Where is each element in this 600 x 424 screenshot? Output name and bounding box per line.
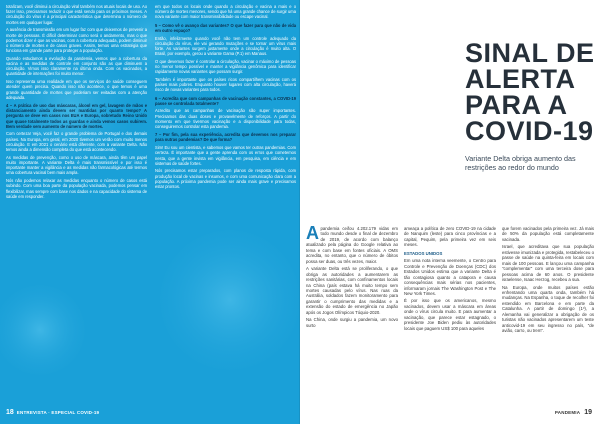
page-number: 18 <box>6 409 14 416</box>
paragraph: Quando estudamos a evolução da pandemia, vemos que a cobertura da vacina e as medidas de controle em conjunto são as que diminuem a circulação. Vimos isso claramente na última onda. Com os vacinados, a quantidade de internações foi muito menor. <box>6 55 147 77</box>
paragraph-text: pandemia ceifou 4.202.179 vidas em todo mundo desde o final de dezembro de 2019, de acordo com balanço atualizado pela página do Google relativa ao tema e com base em fontes oficiais. A OMS acredita, no entanto, que o número de óbitos possa ser duas, ou três vezes, maior. <box>306 226 398 264</box>
paragraph: Em uma nota interna veemente, o Centro para Controle e Prevenção de Doenças (CDC) dos Estados Unidos estima que a variante Delta é tão contagiosa quanto a catapora e causa consequências mais sérias nos pacientes, informaram jornais The Washington Post e The New York Times. <box>404 258 496 296</box>
paragraph: Israel, que acreditava que sua população estivesse imunizada e protegida, restabeleceu o passe de saúde na quinta-feira em locais com mais de 100 pessoas. E lançou uma campanha "complementar" com uma terceira dose para pessoas acima de 60 anos. O presidente israelense, Isaac Herzog, recebeu a sua. <box>502 244 594 283</box>
paragraph: Também é importante que os países ricos compartilhem vacinas com os países mais pobres. Enquanto houver lugares com alta circulação, haverá risco de novas variantes para todos. <box>155 76 296 93</box>
paragraph: Nós não podemos relaxar as medidas enquanto o número de casos está subindo. Com uma boa parte da população vacinada, podemos pensar em flexibilizar, mas sempre com base nos dados e na capacidade do sistema de saúde em responder. <box>6 178 147 199</box>
paragraph: totalizam, você diminui a circulação viral também nos atuais locais de uso. Ao fazer isso, precisamos reduzir o que está sendo para os próximos meses. A circulação do vírus é a principal característica que determina o número de mortes em qualquer lugar. <box>6 4 147 25</box>
right-article <box>306 223 596 396</box>
paragraph: Com certeza! Veja, você faz o grande problema de Portugal e dos demais países. Na Europa, em geral, em 2020 tivemos um verão com muito menos circulação. E em 2021 o cenário está diferente, com a variante Delta. Não temos ainda a dimensão completa do que está acontecendo. <box>6 131 147 153</box>
paragraph: Isso representa uma realidade em que os serviços de saúde conseguem atender quem precisa. Quando isso não acontece, o que temos é uma grande quantidade de mortes que poderiam ser evitadas com a atenção adequada. <box>6 79 147 100</box>
article-subtitle: Variante Delta obriga aumento das restrições ao redor do mundo <box>465 154 576 172</box>
left-article <box>6 4 296 398</box>
right-page <box>300 0 600 424</box>
paragraph <box>306 223 398 264</box>
paragraph: Nós precisamos estar preparados, com planos de resposta rápida, com produção local de vacinas e insumos, e com uma comunicação clara com a população. A próxima pandemia pode ser ainda mais grave e precisamos estar prontos. <box>155 168 296 190</box>
right-column-3 <box>502 226 594 396</box>
paragraph: que forem vacinados pela primeira vez. Já mais de 50% da população está completamente vacinada. <box>502 226 594 242</box>
paragraph: Então, infelizmente quando você não tem um controle adequado da circulação do vírus, ele vai gerando mutações e se tornar um vírus mais forte. As variantes surgem justamente onde a circulação é muito alta. O Brasil, por exemplo, gerou a variante Gama (P.1) em Manaus. <box>155 35 296 57</box>
paragraph: As medidas de prevenção, como o uso de máscara, ainda têm um papel muito importante. A variante Delta é mais transmissível e por isso é importante manter a vigilância e as medidas não farmacológicas até termos uma cobertura vacinal bem mais ampla. <box>6 154 147 176</box>
headline-block <box>465 40 595 172</box>
section-label: ENTREVISTA · ESPECIAL COVID-19 <box>16 410 100 415</box>
article-title: SINAL DE ALERTA PARA A COVID-19 <box>465 38 595 146</box>
paragraph: Na China, onde surgiu a pandemia, um novo surto <box>306 317 398 328</box>
paragraph: Acredito que as campanhas de vacinação são super importantes. Precisamos das duas doses e provavelmente de reforços. A partir do momento em que tivermos vacinação e a disponibilidade para todas, conseguiremos controlar esta pandemia. <box>155 108 296 130</box>
right-column-2 <box>404 226 496 396</box>
right-page-footer <box>555 409 592 416</box>
left-page-footer <box>6 409 294 416</box>
paragraph: ameaça a política de zero COVID-19 na cidade de Nanquim (leste) para cinco províncias e a capital, Pequim, pela primeira vez em seis meses. <box>404 226 496 248</box>
paragraph: O que devemos fazer é controlar a circulação, vacinar o máximo de pessoas no menor tempo possível e manter a vigilância genômica para identificar rapidamente novas variantes que possam surgir. <box>155 58 296 75</box>
drop-cap: A <box>306 223 319 243</box>
interview-question: 5 – Como vê o avanço das variantes? O que fazer para que não de vida em outro espaço? <box>155 22 296 33</box>
section-label: PANDEMIA <box>554 410 581 415</box>
paragraph: A variante Delta está se proliferando, o que obriga as autoridades a aumentarem as restrições sanitárias, com confinamentos locais na China (país estava há muito tempo sem mortes causadas pelo vírus. Nas ruas da Austrália, soldados fazem monitoramento para garantir o cumprimento das medidas e a extensão do estado de emergência no Japão após os Jogos Olímpicos Tóquio-2020. <box>306 266 398 315</box>
paragraph: Sim! Eu sou um cientista, e sabemos que vamos ter outras pandemias. Com certeza. É importante que a gente aprenda com os erros que cometemos nesta, que a gente invista em vigilância, em pesquisa, em ciência e em sistemas de saúde fortes. <box>155 145 296 166</box>
section-heading: ESTADOS UNIDOS <box>404 250 443 256</box>
interview-question: 6 – Acredita que com campanhas de vacinação constantes, a COVID-19 passe se controlada totalmente? <box>155 95 296 106</box>
paragraph: A ausência de transmissão em um lugar faz com que deixemos de prevenir a morte de pessoas. É difícil determinar como será o andamento, mas o que podemos dizer é que as vacinas, com a cobertura adequada, podem diminuir o número de mortes e de casos graves. Assim, temos uma estratégia que funciona em grande parte para proteger a população. <box>6 27 147 54</box>
paragraph: É por isso que os americanos, mesmo vacinados, devem usar a máscara em áreas onde o vírus circula muito. E para aumentar a vacinação, que parece estar estagnado, o presidente Joe Biden pediu às autoridades locais que paguem US$ 100 para aqueles <box>404 298 496 331</box>
paragraph: Na Europa, onde muitos países estão enfrentando uma quarta onda, também há mudanças. Na Espanha, o toque de recolher foi estendido em Barcelona e em parte da Catalunha. A partir de domingo (1º), a Alemanha vai generalizar a obrigação de os turistas não vacinados apresentarem um teste anticovid-19 em seu ingresso no país, "de avião, carro, ou trem". <box>502 284 594 334</box>
left-column-2 <box>155 4 296 398</box>
right-column-1 <box>306 223 398 396</box>
page-number: 19 <box>584 409 592 416</box>
interview-question: 4 – A prática de uso das máscaras, álcool em gel, lavagem de mãos e distanciamento ainda devem ser mantidas por quanto tempo? A pergunta se deve em casos nos EUA e Europa, sobretudo Reino Unido que quase totalmente todos as guardas e ainda vemos casos subirem. Bem verdade sem aumento de número de mortes. <box>6 102 147 129</box>
interview-question: 7 – Por fim, pela sua experiência, acredita que devemos nos preparar para outras pandemias? De que forma? <box>155 132 296 143</box>
left-column-1 <box>6 4 147 398</box>
paragraph: em que todos os locais onde quando a circulação e vacina a mais e o número de mortes menores, sendo que há uma grande chance de surgir uma nova variante com maior transmissibilidade ou escape vacinal. <box>155 4 296 20</box>
